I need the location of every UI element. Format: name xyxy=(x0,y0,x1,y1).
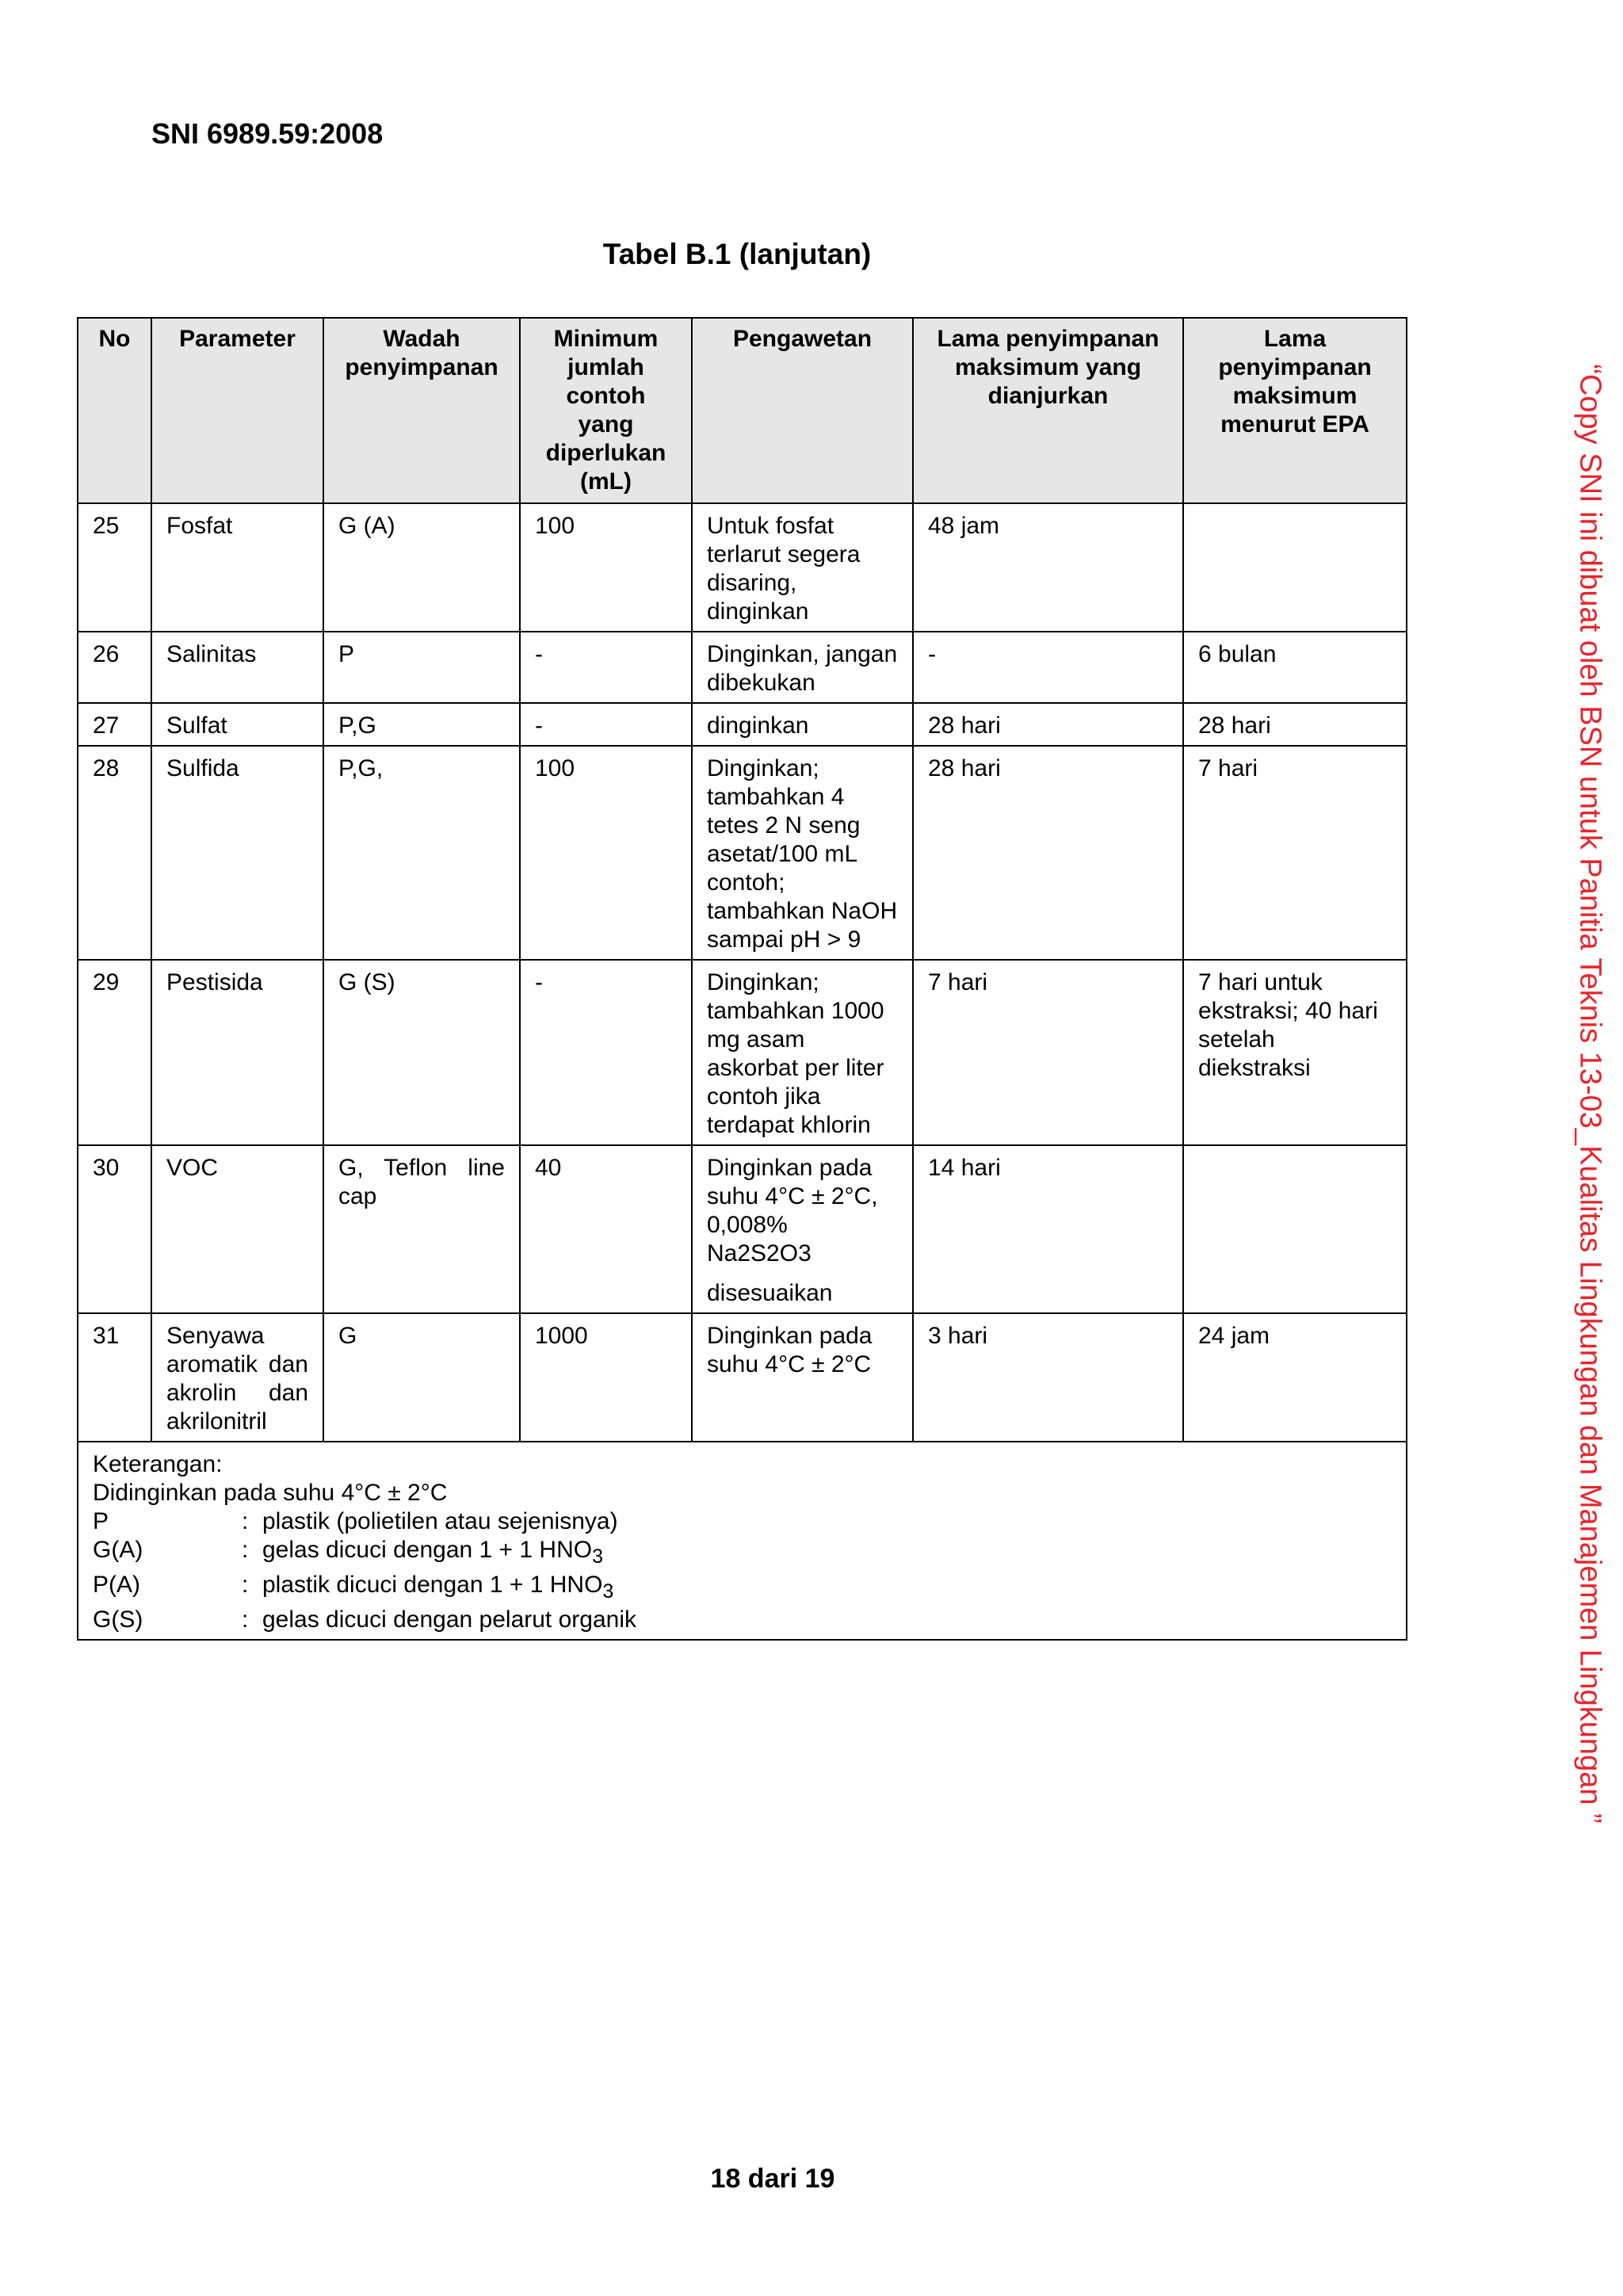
cell-minimum: - xyxy=(520,703,692,746)
cell-parameter: Pestisida xyxy=(151,960,323,1145)
cell-parameter: Fosfat xyxy=(151,503,323,632)
notes-item xyxy=(93,1507,1392,1536)
cell-lama-dianjurkan: 7 hari xyxy=(913,960,1183,1145)
header-parameter: Parameter xyxy=(151,318,323,503)
cell-minimum: - xyxy=(520,632,692,703)
cell-wadah: P,G xyxy=(323,703,520,746)
cell-wadah: G (S) xyxy=(323,960,520,1145)
cell-minimum: 40 xyxy=(520,1145,692,1313)
cell-lama-epa xyxy=(1183,1145,1407,1313)
table-row xyxy=(78,960,1407,1145)
notes-line: Didinginkan pada suhu 4°C ± 2°C xyxy=(93,1480,448,1506)
cell-pengawetan: dinginkan xyxy=(692,703,913,746)
cell-minimum: 100 xyxy=(520,746,692,960)
cell-lama-dianjurkan: 48 jam xyxy=(913,503,1183,632)
header-no: No xyxy=(78,318,151,503)
cell-pengawetan: Untuk fosfat terlarut segera disaring, dinginkan xyxy=(692,503,913,632)
table-row xyxy=(78,1145,1407,1313)
cell-lama-dianjurkan: 28 hari xyxy=(913,703,1183,746)
cell-parameter: Sulfat xyxy=(151,703,323,746)
cell-wadah: G (A) xyxy=(323,503,520,632)
subscript: 3 xyxy=(592,1545,603,1568)
cell-no: 30 xyxy=(78,1145,151,1313)
notes-item-separator: : xyxy=(242,1508,249,1534)
cell-no: 26 xyxy=(78,632,151,703)
cell-pengawetan: Dinginkan, jangan dibekukan xyxy=(692,632,913,703)
table-title: Tabel B.1 (lanjutan) xyxy=(602,238,872,270)
cell-wadah: G xyxy=(323,1313,520,1442)
table-row xyxy=(78,1313,1407,1442)
table-header-row xyxy=(78,318,1407,503)
cell-no: 29 xyxy=(78,960,151,1145)
notes-item-value: gelas dicuci dengan pelarut organik xyxy=(262,1606,636,1633)
cell-pengawetan xyxy=(692,1145,913,1313)
notes-item-value: plastik (polietilen atau sejenisnya) xyxy=(262,1508,618,1534)
cell-pengawetan: Dinginkan; tambahkan 1000 mg asam askorbat per liter contoh jika terdapat khlorin xyxy=(692,960,913,1145)
cell-lama-dianjurkan: 14 hari xyxy=(913,1145,1183,1313)
copyright-watermark: “Copy SNI ini dibuat oleh BSN untuk Panitia Teknis 13-03_Kualitas Lingkungan dan Manajemen Lingkungan ” xyxy=(1573,364,1607,1824)
page-number: 18 dari 19 xyxy=(710,2164,835,2194)
cell-parameter: Salinitas xyxy=(151,632,323,703)
notes-row xyxy=(78,1442,1407,1640)
cell-lama-epa: 7 hari untuk ekstraksi; 40 hari setelah diekstraksi xyxy=(1183,960,1407,1145)
cell-parameter: VOC xyxy=(151,1145,323,1313)
notes-item-text: plastik dicuci dengan 1 + 1 HNO xyxy=(262,1572,603,1598)
table-row xyxy=(78,503,1407,632)
header-minimum: Minimum jumlah contoh yang diperlukan (mL) xyxy=(520,318,692,503)
cell-pengawetan: Dinginkan pada suhu 4°C ± 2°C xyxy=(692,1313,913,1442)
cell-parameter: Senyawa aromatik dan akrolin dan akrilonitril xyxy=(151,1313,323,1442)
data-table xyxy=(77,317,1407,1641)
subscript: 3 xyxy=(602,1580,614,1603)
cell-parameter: Sulfida xyxy=(151,746,323,960)
cell-minimum: 1000 xyxy=(520,1313,692,1442)
cell-lama-dianjurkan: 28 hari xyxy=(913,746,1183,960)
header-lama-epa: Lama penyimpanan maksimum menurut EPA xyxy=(1183,318,1407,503)
notes-item-key: G(A) xyxy=(93,1537,143,1563)
cell-lama-dianjurkan: 3 hari xyxy=(913,1313,1183,1442)
header-lama-dianjurkan: Lama penyimpanan maksimum yang dianjurkan xyxy=(913,318,1183,503)
notes-item-value xyxy=(262,1536,603,1571)
table-row xyxy=(78,632,1407,703)
notes-item xyxy=(93,1536,1392,1571)
notes-item-key: P(A) xyxy=(93,1572,140,1598)
cell-lama-epa xyxy=(1183,503,1407,632)
cell-wadah: P xyxy=(323,632,520,703)
cell-no: 31 xyxy=(78,1313,151,1442)
notes-heading: Keterangan: xyxy=(93,1451,223,1477)
document-code: SNI 6989.59:2008 xyxy=(151,117,384,150)
cell-pengawetan: Dinginkan; tambahkan 4 tetes 2 N seng asetat/100 mL contoh; tambahkan NaOH sampai pH > 9 xyxy=(692,746,913,960)
notes-item-value xyxy=(262,1571,613,1606)
cell-minimum: 100 xyxy=(520,503,692,632)
cell-lama-dianjurkan: - xyxy=(913,632,1183,703)
cell-wadah: P,G, xyxy=(323,746,520,960)
pengawetan-extra-text: disesuaikan xyxy=(707,1280,833,1306)
pengawetan-text: Dinginkan pada suhu 4°C ± 2°C, 0,008% Na2S2O3 xyxy=(707,1155,878,1266)
cell-minimum: - xyxy=(520,960,692,1145)
line-spacer xyxy=(707,1268,898,1279)
table-row xyxy=(78,703,1407,746)
cell-wadah: G, Teflon line cap xyxy=(323,1145,520,1313)
cell-lama-epa: 28 hari xyxy=(1183,703,1407,746)
header-pengawetan: Pengawetan xyxy=(692,318,913,503)
cell-lama-epa: 24 jam xyxy=(1183,1313,1407,1442)
notes-item xyxy=(93,1606,1392,1634)
cell-lama-epa: 7 hari xyxy=(1183,746,1407,960)
notes-item-separator: : xyxy=(242,1572,249,1598)
cell-lama-epa: 6 bulan xyxy=(1183,632,1407,703)
notes-item-key: P xyxy=(93,1508,109,1534)
cell-no: 27 xyxy=(78,703,151,746)
notes-item-key: G(S) xyxy=(93,1606,143,1633)
notes-item-separator: : xyxy=(242,1606,249,1633)
cell-no: 28 xyxy=(78,746,151,960)
cell-no: 25 xyxy=(78,503,151,632)
notes-item-separator: : xyxy=(242,1537,249,1563)
notes-item xyxy=(93,1571,1392,1606)
table-row xyxy=(78,746,1407,960)
header-wadah: Wadah penyimpanan xyxy=(323,318,520,503)
notes-cell xyxy=(78,1442,1407,1640)
notes-item-text: gelas dicuci dengan 1 + 1 HNO xyxy=(262,1537,593,1563)
